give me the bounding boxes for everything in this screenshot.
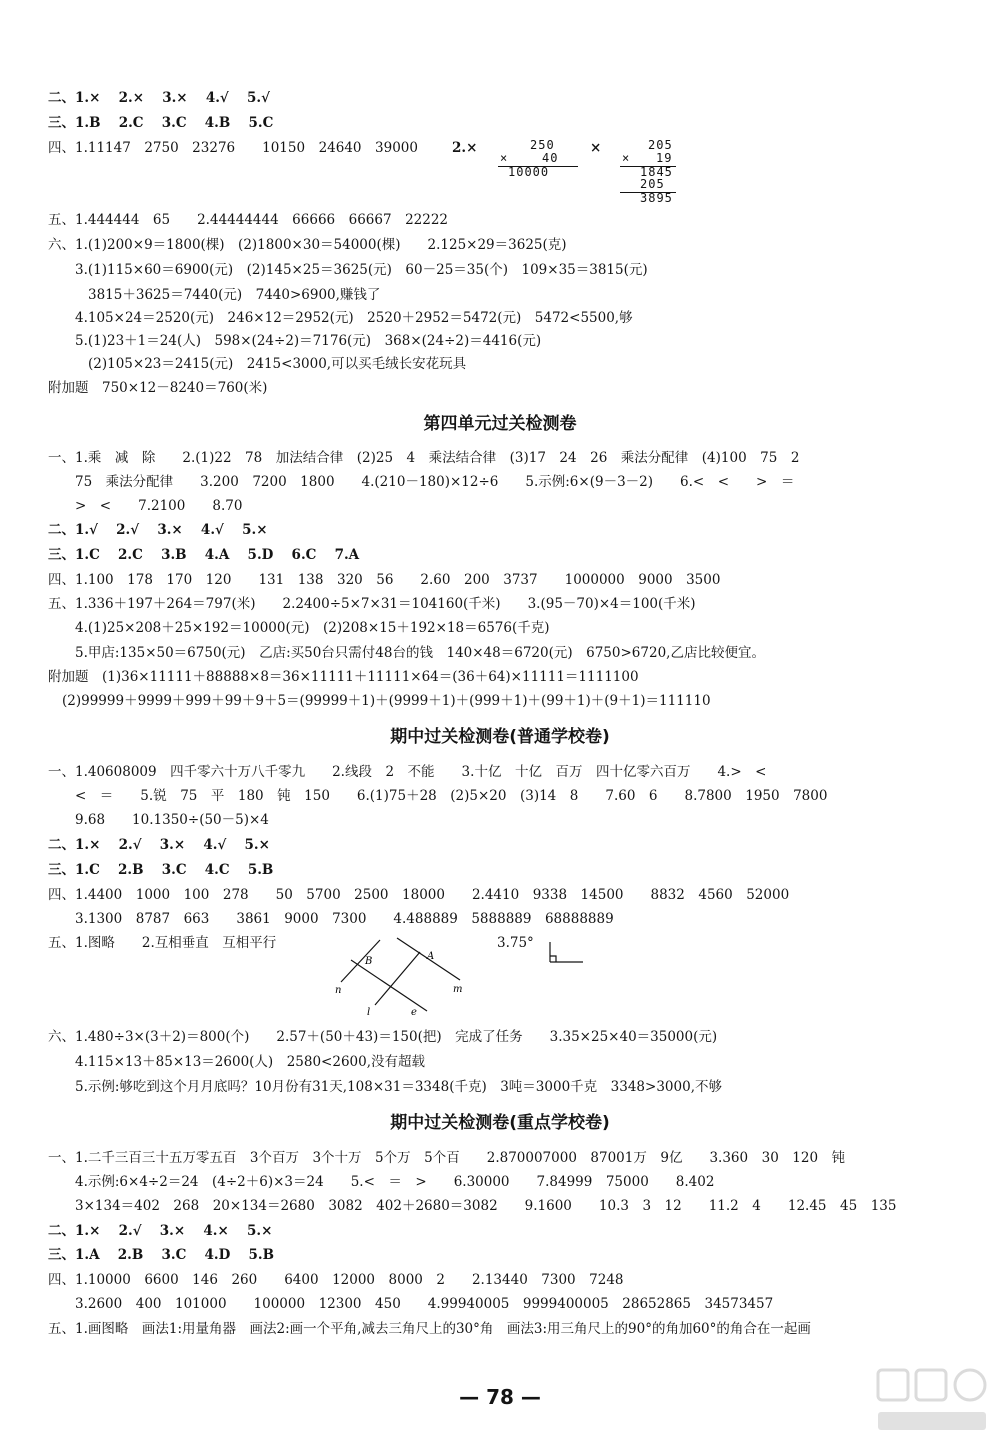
answer-line: (2)99999＋9999＋999＋99＋9＋5＝(99999＋1)＋(9999＋1)＋(999＋1)＋(99＋1)＋(9＋1)＝111110 (62, 693, 711, 709)
answer-line: 二、1.× 2.√ 3.× 4.× 5.× (48, 1223, 273, 1239)
answer-line: 4.示例:6×4÷2＝24 (4÷2＋6)×3＝24 5.< ＝ > 6.30000 7.84999 75000 8.402 (75, 1174, 715, 1190)
answer-line: 9.68 10.1350÷(50－5)×4 (75, 812, 269, 828)
answer-line: 四、1.4400 1000 100 278 50 5700 2500 18000 2.4410 9338 14500 8832 4560 52000 (48, 887, 790, 903)
answer-line: 4.105×24＝2520(元) 246×12＝2952(元) 2520＋2952＝5472(元) 5472<5500,够 (75, 310, 633, 326)
answer-line: × (590, 140, 602, 156)
answer-line: 5.示例:够吃到这个月月底吗？10月份有31天,108×31＝3348(千克) 3吨＝3000千克 3348>3000,不够 (75, 1079, 722, 1095)
answer-line: < ＝ 5.锐 75 平 180 钝 150 6.(1)75＋28 (2)5×20 (3)14 8 7.60 6 8.7800 1950 7800 (75, 788, 828, 804)
answer-line: 3.75° (497, 935, 534, 951)
section-heading: 期中过关检测卷(普通学校卷) (390, 727, 610, 747)
answer-line: 二、1.× 2.√ 3.× 4.√ 5.× (48, 837, 270, 853)
page-number: — 78 — (459, 1385, 541, 1409)
answer-line: 六、1.480÷3×(3＋2)＝800(个) 2.57＋(50＋43)＝150(把) 完成了任务 3.35×25×40＝35000(元) (48, 1029, 718, 1045)
calc-partial: 1845 (640, 165, 673, 179)
answer-line: 5.(1)23＋1＝24(人) 598×(24÷2)＝7176(元) 368×(24÷2)＝4416(元) (75, 333, 542, 349)
answer-line: 3815＋3625＝7440(元) 7440>6900,赚钱了 (88, 287, 381, 303)
answer-line: 3×134＝402 268 20×134＝2680 3082 402＋2680＝3082 9.1600 10.3 3 12 11.2 4 12.45 45 135 (75, 1198, 897, 1214)
answer-line: 五、1.336＋197＋264＝797(米) 2.2400÷5×7×31＝104160(千米) 3.(95－70)×4＝100(千米) (48, 596, 696, 612)
answer-line: (2)105×23＝2415(元) 2415<3000,可以买毛绒长安花玩具 (88, 356, 467, 372)
answer-line: 五、1.444444 65 2.44444444 66666 66667 22222 (48, 212, 449, 228)
calc-partial: 205 (640, 177, 665, 191)
answer-line: 4.115×13＋85×13＝2600(人) 2580<2600,没有超载 (75, 1054, 426, 1070)
calc-times-sign: × (500, 151, 509, 165)
right-angle-figure (547, 940, 587, 966)
answer-line: 一、1.40608009 四千零六十万八千零九 2.线段 2 不能 3.十亿 十亿 百万 四十亿零六百万 4.> < (48, 764, 767, 780)
watermark-logo (872, 1366, 992, 1436)
answer-line: 三、1.C 2.C 3.B 4.A 5.D 6.C 7.A (48, 547, 360, 563)
calc-multiplier: 19 (656, 151, 673, 165)
answer-line: 一、1.乘 减 除 2.(1)22 78 加法结合律 (2)25 4 乘法结合律 (3)17 24 26 乘法分配律 (4)100 75 2 (48, 450, 800, 466)
calc-times-sign: × (622, 151, 631, 165)
calc-multiplicand: 250 (530, 138, 555, 152)
answer-line: 四、1.11147 2750 23276 10150 24640 39000 (48, 140, 418, 156)
point-label-a: A (427, 951, 435, 962)
answer-line: 5.甲店:135×50＝6750(元) 乙店:买50台只需付48台的钱 140×48＝6720(元) 6750>6720,乙店比较便宜。 (75, 645, 765, 661)
answer-line: 六、1.(1)200×9＝1800(棵) (2)1800×30＝54000(棵) 2.125×29＝3625(克) (48, 237, 567, 253)
line-label-l: l (367, 1007, 371, 1018)
answer-line: 3.1300 8787 663 3861 9000 7300 4.488889 5888889 68888889 (75, 911, 614, 927)
point-label-b: B (365, 956, 373, 967)
calc-result: 10000 (508, 165, 550, 179)
section-heading: 期中过关检测卷(重点学校卷) (390, 1113, 610, 1133)
answer-line: 4.(1)25×208＋25×192＝10000(元) (2)208×15＋192×18＝6576(千克) (75, 620, 550, 636)
answer-line: 四、1.100 178 170 120 131 138 320 56 2.60 200 3737 1000000 9000 3500 (48, 572, 721, 588)
line-label-n: n (335, 985, 342, 996)
answer-line: 3.2600 400 101000 100000 12300 450 4.99940005 9999400005 28652865 34573457 (75, 1296, 774, 1312)
answer-line: 四、1.10000 6600 146 260 6400 12000 8000 2 2.13440 7300 7248 (48, 1272, 624, 1288)
answer-line: 附加题 (1)36×11111＋88888×8＝36×11111＋11111×64＝(36＋64)×11111＝1111100 (48, 669, 639, 685)
section-heading: 第四单元过关检测卷 (423, 414, 577, 434)
answer-line: 五、1.画图略 画法1:用量角器 画法2:画一个平角,减去三角尺上的30°角 画法3:用三角尺上的90°的角加60°的角合在一起画 (48, 1321, 811, 1337)
answer-line: 三、1.C 2.B 3.C 4.C 5.B (48, 862, 274, 878)
answer-line: 五、1.图略 2.互相垂直 互相平行 (48, 935, 277, 951)
answer-line: 一、1.二千三百三十五万零五百 3个百万 3个十万 5个万 5个百 2.870007000 87001万 9亿 3.360 30 120 钝 (48, 1150, 846, 1166)
calc-result: 3895 (640, 191, 673, 205)
answer-line: 三、1.B 2.C 3.C 4.B 5.C (48, 115, 274, 131)
answer-line: 三、1.A 2.B 3.C 4.D 5.B (48, 1247, 275, 1263)
calc-multiplier: 40 (542, 151, 559, 165)
answer-line: 3.(1)115×60＝6900(元) (2)145×25＝3625(元) 60－25＝35(个) 109×35＝3815(元) (75, 262, 648, 278)
answer-line: 2.× (452, 140, 478, 156)
answer-line: 75 乘法分配律 3.200 7200 1800 4.(210－180)×12÷6 5.示例:6×(9－3－2) 6.< < > ＝ (75, 474, 795, 490)
answer-line: 二、1.× 2.× 3.× 4.√ 5.√ (48, 90, 270, 106)
answer-line: > < 7.2100 8.70 (75, 498, 243, 514)
answer-line: 二、1.√ 2.√ 3.× 4.√ 5.× (48, 522, 268, 538)
line-label-e: e (411, 1007, 417, 1018)
answer-line: 附加题 750×12－8240＝760(米) (48, 380, 268, 396)
calc-multiplicand: 205 (648, 138, 673, 152)
line-label-m: m (453, 984, 463, 995)
parallel-lines-figure (335, 930, 475, 1020)
